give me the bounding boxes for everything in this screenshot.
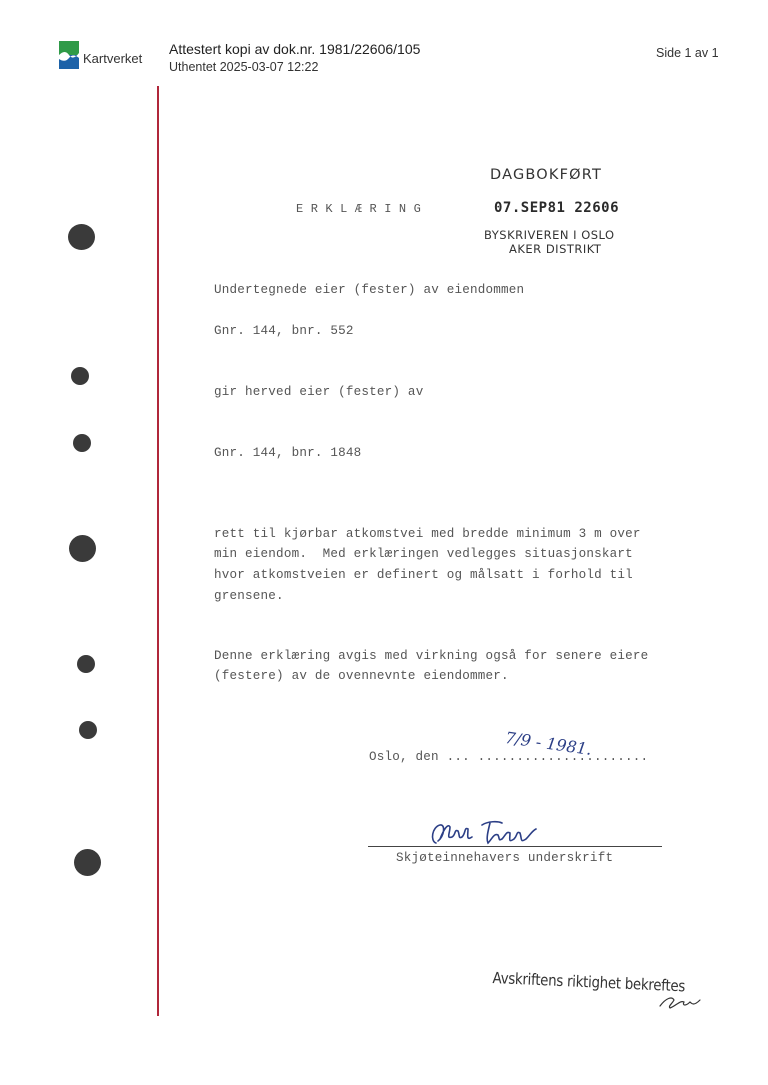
punch-hole bbox=[79, 721, 97, 739]
signature-line bbox=[368, 846, 662, 847]
margin-line bbox=[157, 86, 159, 1016]
registration-stamp-district: AKER DISTRIKT bbox=[509, 242, 602, 256]
body-line: grensene. bbox=[214, 589, 284, 603]
kartverket-logo-icon bbox=[59, 41, 79, 69]
document-heading: ERKLÆRING bbox=[296, 202, 429, 216]
retrieved-timestamp: Uthentet 2025-03-07 12:22 bbox=[169, 60, 319, 74]
body-line: rett til kjørbar atkomstvei med bredde minimum 3 m over bbox=[214, 527, 641, 541]
signature-label: Skjøteinnehavers underskrift bbox=[396, 851, 614, 865]
place-date-line: Oslo, den ... ...................... bbox=[369, 750, 649, 764]
registration-stamp-date: 07.SEP81 22606 bbox=[494, 200, 620, 216]
registration-stamp-office: BYSKRIVEREN I OSLO bbox=[484, 228, 615, 242]
registration-stamp-title: DAGBOKFØRT bbox=[490, 167, 603, 183]
body-line: (festere) av de ovennevnte eiendommer. bbox=[214, 669, 509, 683]
initials-signature bbox=[656, 992, 706, 1010]
property-2: Gnr. 144, bnr. 1848 bbox=[214, 446, 362, 460]
handwritten-date: 7/9 - 1981. bbox=[504, 728, 594, 759]
punch-hole bbox=[73, 434, 91, 452]
page-indicator: Side 1 av 1 bbox=[656, 46, 719, 60]
owner-line: Undertegnede eier (fester) av eiendommen bbox=[214, 283, 525, 297]
property-1: Gnr. 144, bnr. 552 bbox=[214, 324, 354, 338]
body-line: Denne erklæring avgis med virkning også for senere eiere bbox=[214, 649, 649, 663]
punch-hole bbox=[77, 655, 95, 673]
punch-hole bbox=[71, 367, 89, 385]
document-title: Attestert kopi av dok.nr. 1981/22606/105 bbox=[169, 41, 421, 57]
punch-hole bbox=[68, 224, 95, 250]
body-line: hvor atkomstveien er definert og målsatt i forhold til bbox=[214, 568, 633, 582]
body-line: min eiendom. Med erklæringen vedlegges situasjonskart bbox=[214, 547, 633, 561]
grant-line: gir herved eier (fester) av bbox=[214, 385, 424, 399]
logo-text: Kartverket bbox=[83, 51, 143, 66]
punch-hole bbox=[74, 849, 101, 876]
certification-stamp: Avskriftens riktighet bekreftes bbox=[492, 969, 686, 996]
punch-hole bbox=[69, 535, 96, 562]
